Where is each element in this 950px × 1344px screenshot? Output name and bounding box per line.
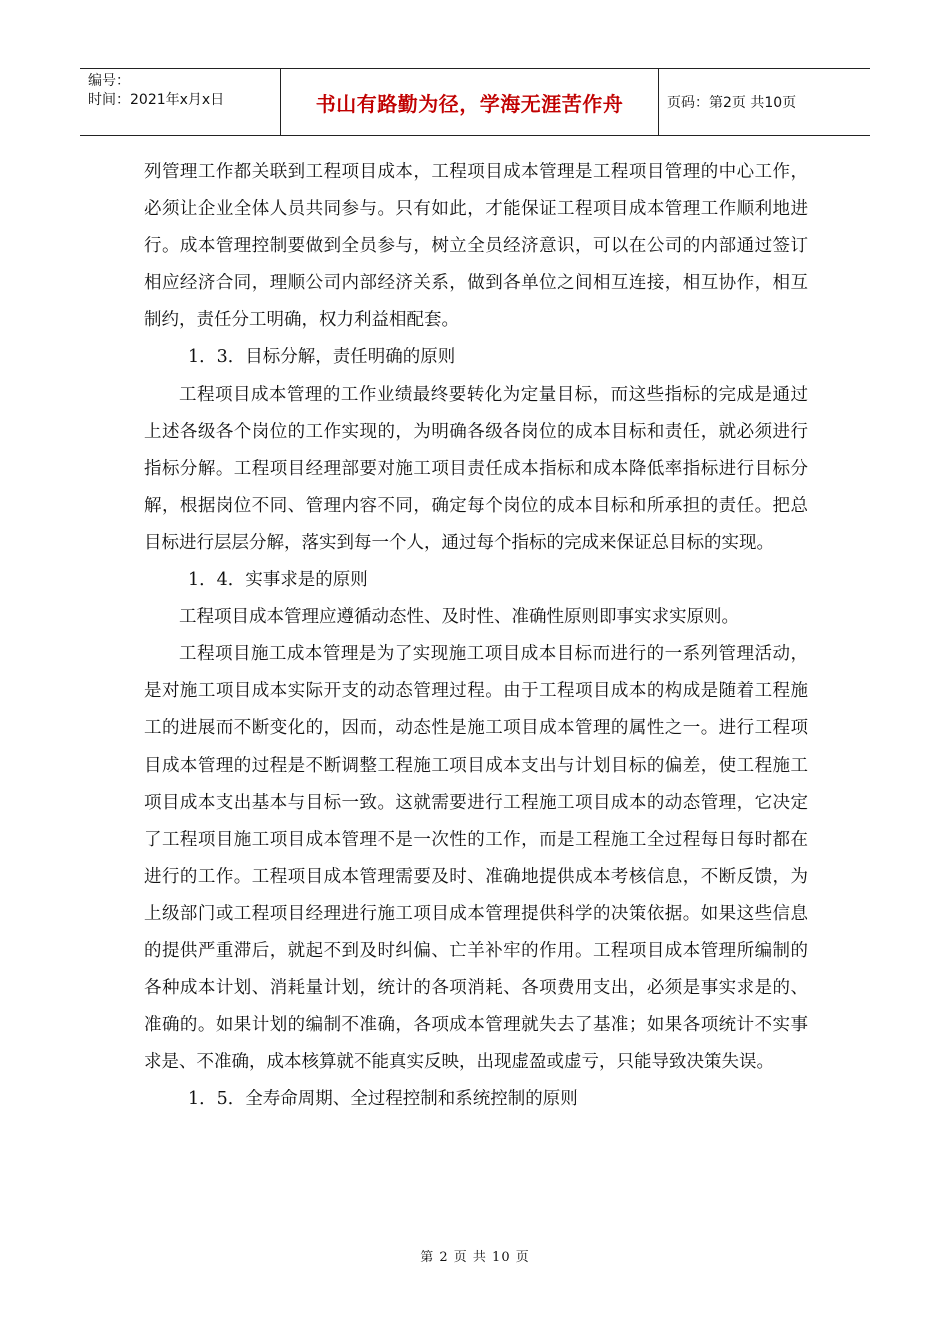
page-footer: 第 2 页 共 10 页 [420,1250,530,1265]
body-paragraph: 工程项目施工成本管理是为了实现施工项目成本目标而进行的一系列管理活动，是对施工项目成本实际开支的动态管理过程。由于工程项目成本的构成是随着工程施工的进展而不断变化的，因而，动态性是施工项目成本管理的属性之一。进行工程项目成本管理的过程是不断调整工程施工项目成本支出与计划目标的偏差，使工程施工项目成本支出基本与目标一致。这就需要进行工程施工项目成本的动态管理，它决定了工程项目施工项目成本管理不是一次性的工作，而是工程施工全过程每日每时都在进行的工作。工程项目成本管理需要及时、准确地提供成本考核信息，不断反馈，为上级部门或工程项目经理进行施工项目成本管理提供科学的决策依据。如果这些信息的提供严重滞后，就起不到及时纠偏、亡羊补牢的作用。工程项目成本管理所编制的各种成本计划、消耗量计划，统计的各项消耗、各项费用支出，必须是事实求是的、准确的。如果计划的编制不准确，各项成本管理就失去了基准；如果各项统计不实事求是、不准确，成本核算就不能真实反映，出现虚盈或虚亏，只能导致决策失误。 [144,644,808,1073]
header-page-info: 页码：第2页 共10页 [667,95,797,111]
body-paragraph: 工程项目成本管理应遵循动态性、及时性、准确性原则即事实求实原则。 [179,607,739,628]
body-paragraph: 工程项目成本管理的工作业绩最终要转化为定量目标，而这些指标的完成是通过上述各级各个岗位的工作实现的，为明确各级各岗位的成本目标和责任，就必须进行指标分解。工程项目经理部要对施工项目责任成本指标和成本降低率指标进行目标分解，根据岗位不同、管理内容不同，确定每个岗位的成本目标和所承担的责任。把总目标进行层层分解，落实到每一个人，通过每个指标的完成来保证总目标的实现。 [144,384,808,553]
document-number-label: 编号： [88,73,130,89]
header-meta [80,69,281,135]
section-heading-1-4: 1．4．实事求是的原则 [188,570,368,591]
document-date: 时间：2021年x月x日 [88,92,225,108]
section-heading-1-5: 1．5．全寿命周期、全过程控制和系统控制的原则 [188,1089,578,1110]
header-slogan: 书山有路勤为径，学海无涯苦作舟 [281,69,659,135]
body-paragraph: 列管理工作都关联到工程项目成本，工程项目成本管理是工程项目管理的中心工作，必须让企业全体人员共同参与。只有如此，才能保证工程项目成本管理工作顺利地进行。成本管理控制要做到全员参与，树立全员经济意识，可以在公司的内部通过签订相应经济合同，理顺公司内部经济关系，做到各单位之间相互连接，相互协作，相互制约，责任分工明确，权力利益相配套。 [144,162,808,331]
section-heading-1-3: 1．3．目标分解，责任明确的原则 [188,347,456,368]
page-header [80,68,870,136]
document-body [144,154,808,1118]
